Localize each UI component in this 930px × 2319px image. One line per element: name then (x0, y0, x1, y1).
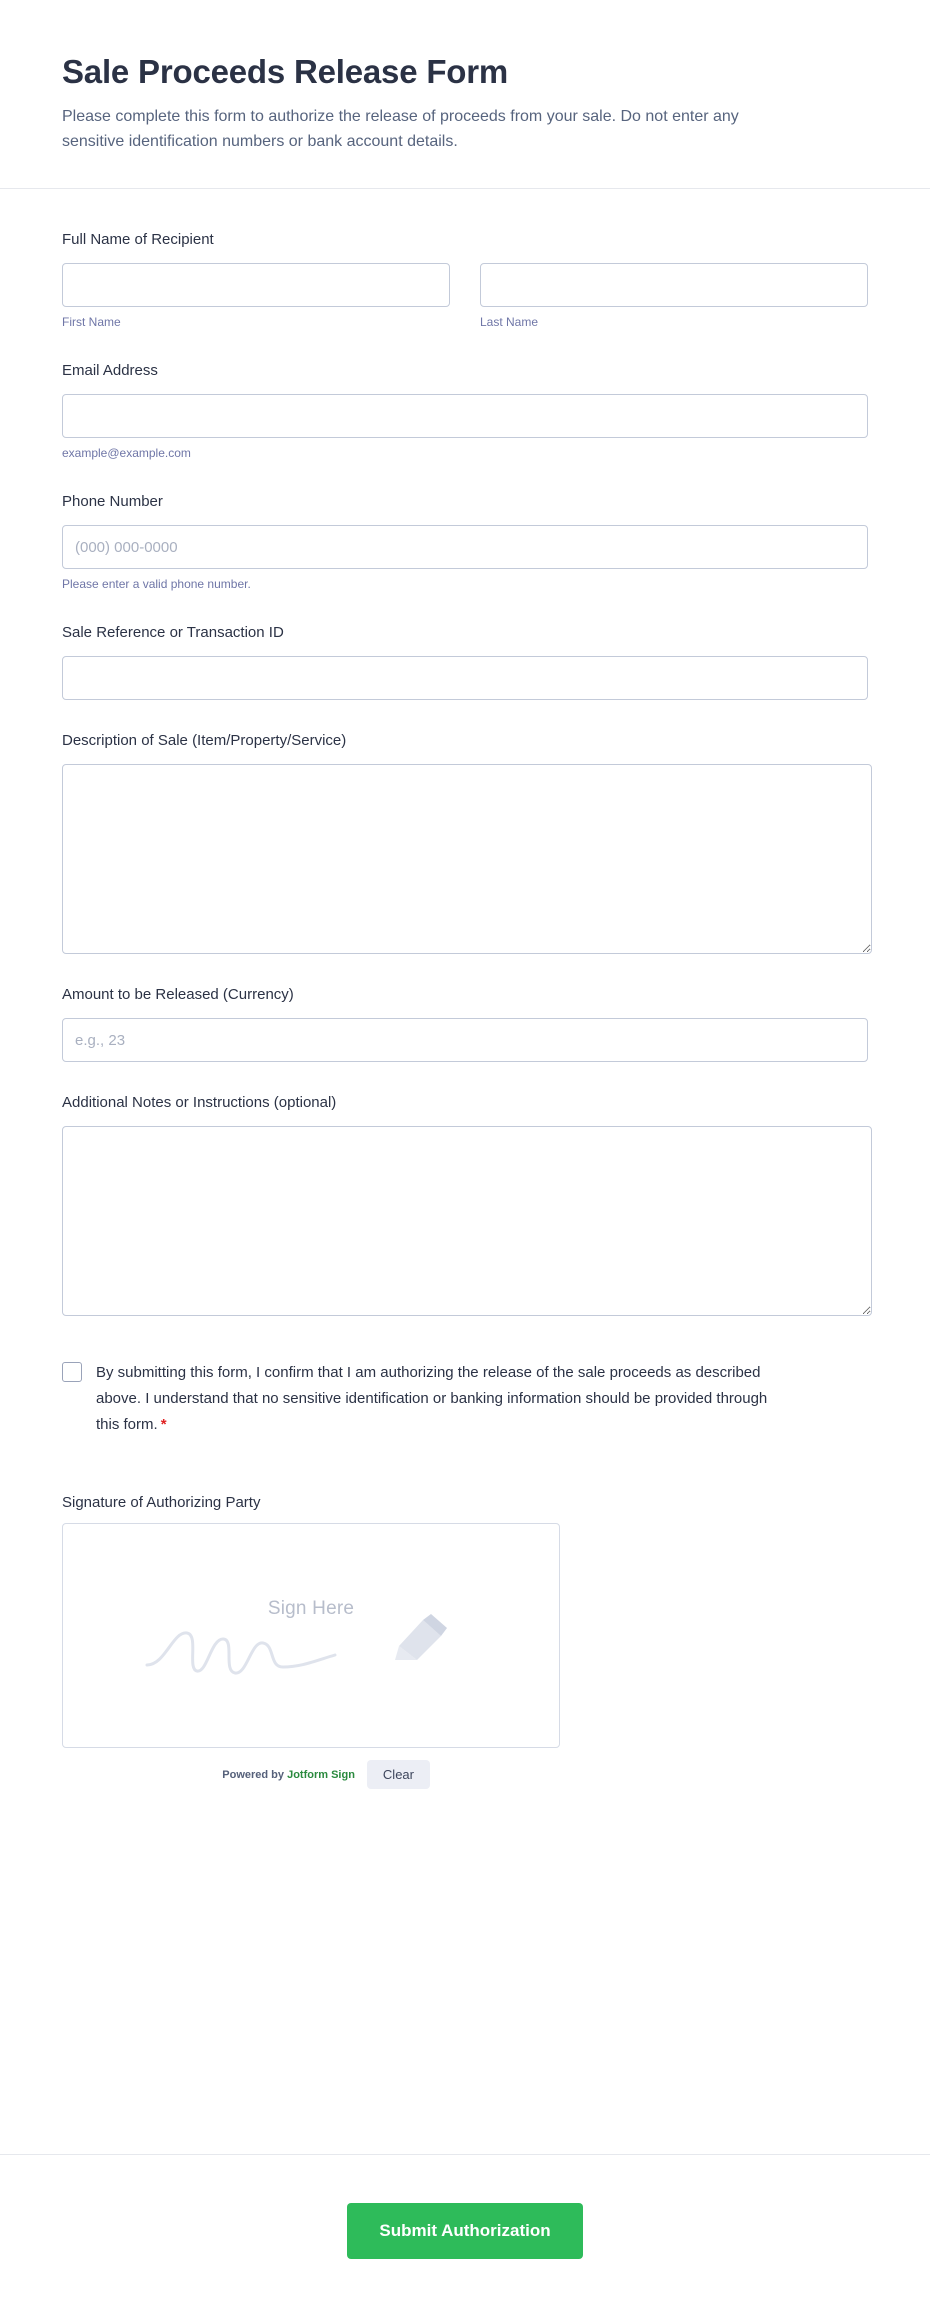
amount-input[interactable] (62, 1018, 868, 1062)
description-label: Description of Sale (Item/Property/Service) (62, 732, 347, 749)
last-name-input[interactable] (480, 263, 868, 307)
signature-wrap (62, 1523, 560, 1789)
description-textarea[interactable] (62, 764, 872, 954)
field-phone (62, 491, 868, 592)
clear-signature-button[interactable]: Clear (367, 1760, 430, 1789)
phone-input[interactable] (62, 525, 868, 569)
full-name-label: Full Name of Recipient (62, 231, 214, 248)
powered-by-label (222, 1769, 355, 1781)
page-subtitle: Please complete this form to authorize the release of proceeds from your sale. Do not enter any sensitive identification numbers or bank account details. (62, 108, 739, 150)
last-name-sublabel: Last Name (480, 315, 539, 329)
form-body (0, 189, 930, 2154)
field-signature (62, 1494, 868, 1789)
first-name-col (62, 263, 450, 330)
jotform-sign-brand: Jotform Sign (287, 1768, 355, 1781)
field-email (62, 360, 868, 461)
phone-sublabel: Please enter a valid phone number. (62, 577, 251, 591)
amount-label: Amount to be Released (Currency) (62, 986, 294, 1003)
field-additional-notes (62, 1092, 868, 1316)
signature-label: Signature of Authorizing Party (62, 1494, 261, 1511)
field-sale-reference (62, 622, 868, 700)
sale-reference-input[interactable] (62, 656, 868, 700)
powered-by-prefix: Powered by (222, 1768, 285, 1781)
last-name-col (480, 263, 868, 330)
additional-notes-label: Additional Notes or Instructions (optional) (62, 1094, 337, 1111)
consent-row (62, 1360, 782, 1438)
first-name-sublabel: First Name (62, 315, 121, 329)
phone-label: Phone Number (62, 493, 163, 510)
additional-notes-textarea[interactable] (62, 1126, 872, 1316)
field-full-name (62, 229, 868, 330)
signature-pad[interactable] (62, 1523, 560, 1748)
consent-text-wrap (96, 1360, 782, 1438)
field-description (62, 730, 868, 954)
required-asterisk: * (160, 1416, 167, 1433)
email-field[interactable] (62, 394, 868, 438)
submit-button[interactable]: Submit Authorization (347, 2203, 582, 2259)
consent-label: By submitting this form, I confirm that I am authorizing the release of the sale proceeds as described above. I understand that no sensitive identification or banking information should be provided through this form. (96, 1364, 768, 1433)
first-name-input[interactable] (62, 263, 450, 307)
consent-checkbox[interactable] (62, 1362, 82, 1382)
signature-scribble-icon (143, 1619, 343, 1689)
email-sublabel: example@example.com (62, 446, 191, 460)
signature-footer (62, 1760, 560, 1789)
form-header (0, 0, 930, 189)
page-title: Sale Proceeds Release Form (62, 53, 509, 90)
field-amount (62, 984, 868, 1062)
sign-here-hint: Sign Here (267, 1598, 355, 1619)
sale-reference-label: Sale Reference or Transaction ID (62, 624, 284, 641)
full-name-row (62, 263, 868, 330)
email-label: Email Address (62, 362, 158, 379)
pen-icon (393, 1612, 449, 1662)
form-footer (0, 2154, 930, 2319)
